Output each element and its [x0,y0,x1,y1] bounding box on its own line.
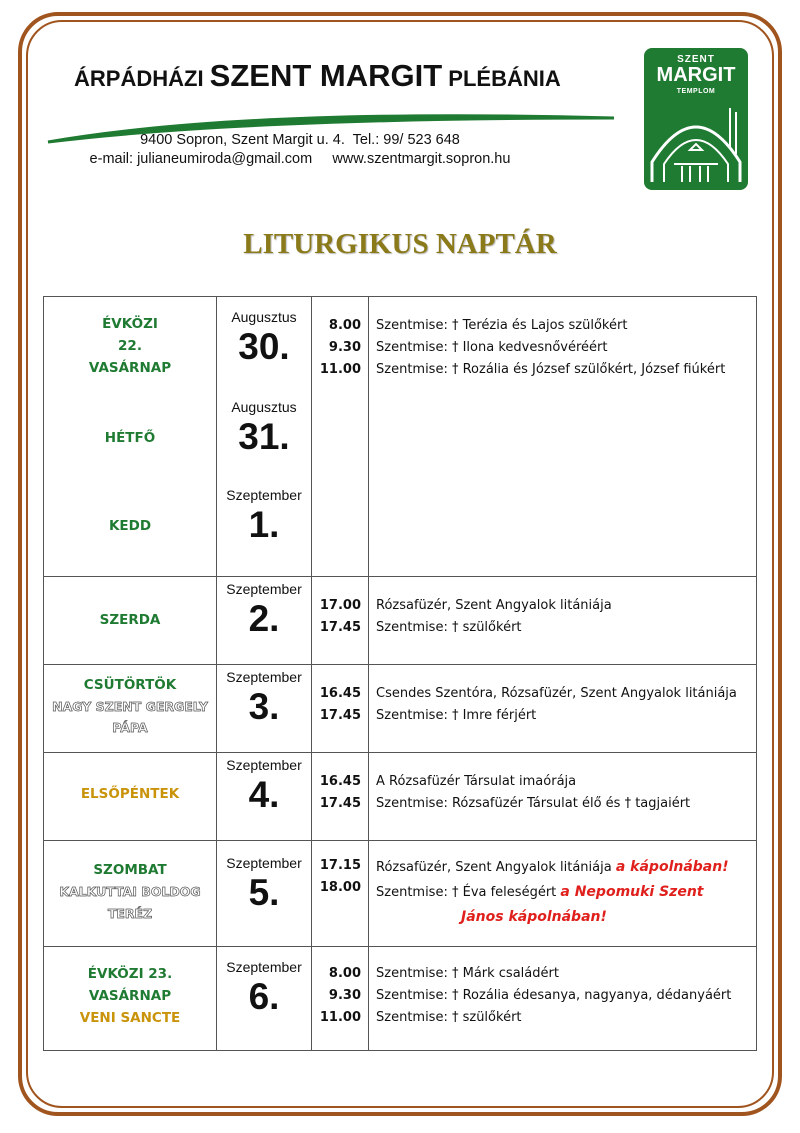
times-cell: 16.45 17.45 [312,753,369,841]
times-cell: 8.00 9.30 11.00 [312,947,369,1051]
date-cell: Szeptember 4. [217,753,312,841]
calendar-heading: LITURGIKUS NAPTÁR [243,228,557,260]
times-cell: 16.45 17.45 [312,665,369,753]
day-cell: ÉVKÖZI 22. VASÁRNAP [44,297,217,395]
times-cell: 8.00 9.30 11.00 [312,297,369,577]
date-cell: Augusztus 31. [217,395,312,483]
church-logo [644,48,748,190]
times-cell: 17.00 17.45 [312,577,369,665]
day-cell: KEDD [44,483,217,577]
table-row [44,841,757,947]
location-note: a kápolnában! [615,859,729,875]
day-cell: ÉVKÖZI 23. VASÁRNAP VENI SANCTE [44,947,217,1051]
date-cell: Szeptember 2. [217,577,312,665]
title-main: SZENT MARGIT [209,58,443,93]
table-row [44,947,757,1051]
events-cell: Szentmise: † Terézia és Lajos szülőkért Szentmise: † Ilona kedvesnővéréért Szentmise: † Rozália és József szülőkért, József fiúkért [369,297,757,577]
date-cell: Augusztus 30. [217,297,312,395]
parish-title [74,58,561,94]
email-web-line: e-mail: julianeumiroda@gmail.com www.szentmargit.sopron.hu [89,151,511,167]
location-note: János kápolnában! [461,909,607,925]
logo-text-2: MARGIT [656,64,736,86]
times-cell: 17.15 18.00 [312,841,369,947]
day-cell: ELSŐPÉNTEK [44,753,217,841]
title-prefix: ÁRPÁDHÁZI [74,66,210,91]
church-icon [644,98,748,188]
day-cell: SZOMBAT KALKUTTAI BOLDOG TERÉZ [44,841,217,947]
table-row [44,297,757,395]
location-note: a Nepomuki Szent [560,884,704,900]
events-cell: Szentmise: † Márk családért Szentmise: † Rozália édesanya, nagyanya, dédanyáért Szentmise: † szülőkért [369,947,757,1051]
day-cell: HÉTFŐ [44,395,217,483]
table-row [44,753,757,841]
date-cell: Szeptember 3. [217,665,312,753]
address-line: 9400 Sopron, Szent Margit u. 4. Tel.: 99/ 523 648 [140,132,460,148]
events-cell: A Rózsafüzér Társulat imaórája Szentmise: Rózsafüzér Társulat élő és † tagjaiért [369,753,757,841]
title-suffix: PLÉBÁNIA [442,66,561,91]
table-row [44,665,757,753]
logo-text-1: SZENT [677,54,715,65]
date-cell: Szeptember 6. [217,947,312,1051]
liturgical-calendar-table [43,296,757,1051]
date-cell: Szeptember 1. [217,483,312,577]
table-row [44,577,757,665]
date-cell: Szeptember 5. [217,841,312,947]
logo-text-3: TEMPLOM [676,88,716,95]
events-cell: Csendes Szentóra, Rózsafüzér, Szent Angyalok litániája Szentmise: † Imre férjért [369,665,757,753]
day-cell: CSÜTÖRTÖK NAGY SZENT GERGELY PÁPA [44,665,217,753]
events-cell: Rózsafüzér, Szent Angyalok litániája a kápolnában! Szentmise: † Éva feleségért a Nepomuki Szent János kápolnában! [369,841,757,947]
day-cell: SZERDA [44,577,217,665]
events-cell: Rózsafüzér, Szent Angyalok litániája Szentmise: † szülőkért [369,577,757,665]
